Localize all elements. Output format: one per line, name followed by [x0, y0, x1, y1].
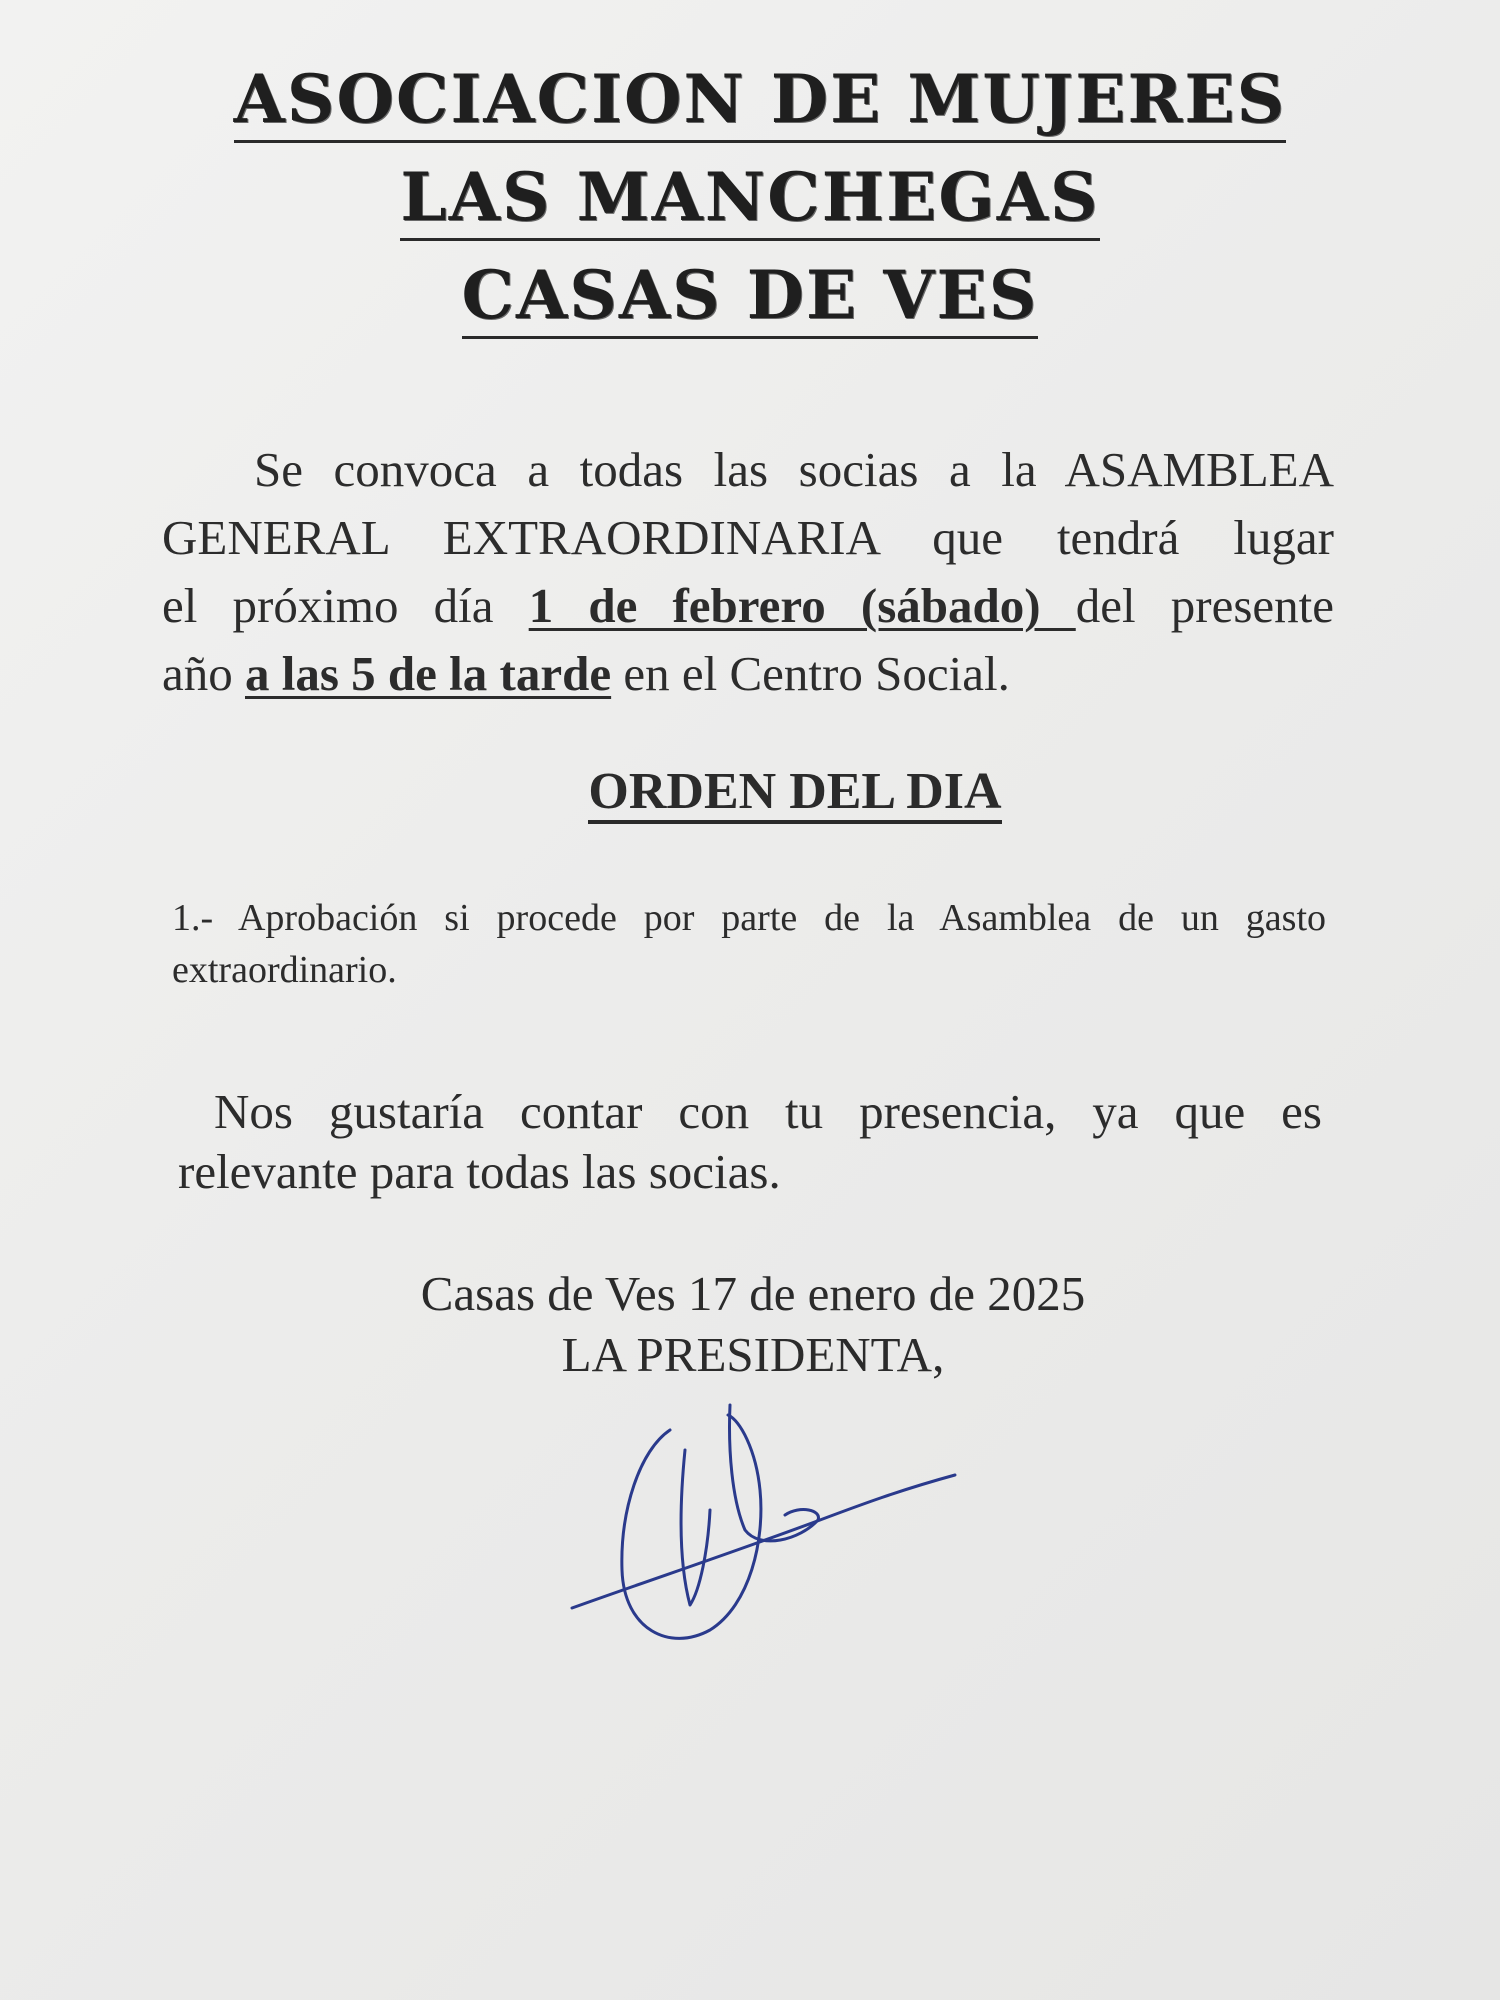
- intro-line-3: el próximo día 1 de febrero (sábado) del presente: [162, 578, 1334, 633]
- meeting-date: 1 de febrero (sábado): [528, 578, 1076, 633]
- place-and-date: Casas de Ves 17 de enero de 2025: [420, 1266, 1086, 1321]
- heading-line-2: LAS MANCHEGAS: [0, 158, 1500, 241]
- closing-line-2: relevante para todas las socias.: [178, 1144, 781, 1199]
- signature-stem: [681, 1450, 710, 1605]
- heading-line-3: CASAS DE VES: [0, 256, 1500, 339]
- agenda-item-line-2: extraordinario.: [172, 949, 397, 991]
- signatory-role: LA PRESIDENTA,: [561, 1327, 945, 1382]
- intro-line-1: Se convoca a todas las socias a la ASAMBLEA: [254, 442, 1334, 497]
- meeting-time: a las 5 de la tarde: [245, 646, 612, 701]
- agenda-item-line-1: 1.- Aprobación si procede por parte de la Asamblea de un gasto: [172, 897, 1326, 939]
- intro-line-2: GENERAL EXTRAORDINARIA que tendrá lugar: [162, 510, 1334, 565]
- closing-paragraph: [178, 1082, 1322, 1202]
- agenda-title: ORDEN DEL DIA: [0, 762, 1500, 821]
- signature-flourish: [730, 1405, 819, 1541]
- intro-line-4: año a las 5 de la tarde en el Centro Social.: [162, 646, 1010, 701]
- handwritten-signature: [560, 1390, 980, 1660]
- convocation-paragraph: [162, 436, 1334, 708]
- agenda-item-1: [172, 892, 1326, 996]
- heading-line-1: ASOCIACION DE MUJERES: [0, 60, 1500, 143]
- closing-line-1: Nos gustaría contar con tu presencia, ya que es: [214, 1084, 1322, 1139]
